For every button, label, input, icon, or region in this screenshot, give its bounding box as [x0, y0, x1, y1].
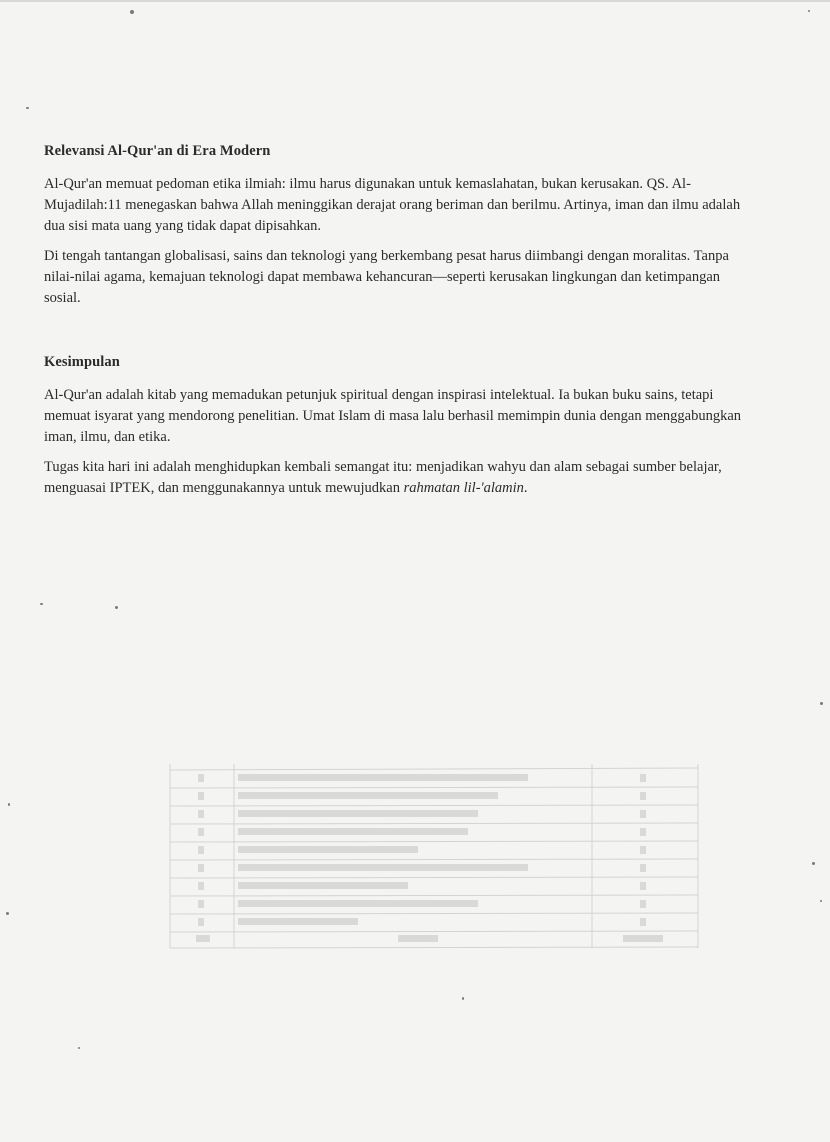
scan-speck	[462, 997, 464, 1000]
scan-speck	[130, 10, 134, 14]
section-heading-kesimpulan: Kesimpulan	[44, 354, 120, 370]
document-body	[44, 143, 754, 508]
scan-speck	[40, 603, 43, 605]
paragraph-end-period: .	[523, 480, 528, 496]
italic-phrase: rahmatan lil-'alamin	[403, 480, 524, 496]
scan-speck	[820, 900, 822, 902]
scan-speck	[812, 862, 815, 865]
paragraph-relevansi-1: Al-Qur'an memuat pedoman etika ilmiah: ilmu harus digunakan untuk kemaslahatan, bukan kerusakan. QS. Al-Mujadilah:11 menegaskan bahwa Allah meninggikan derajat orang beriman dan berilmu. Artinya, iman dan ilmu adalah dua sisi mata uang yang tidak dapat dipisahkan.	[44, 176, 741, 234]
paragraph-kesimpulan-2	[44, 457, 754, 499]
section-heading-relevansi: Relevansi Al-Qur'an di Era Modern	[44, 143, 271, 159]
scan-speck	[820, 702, 823, 705]
bleed-through-table-graphic	[168, 760, 700, 950]
scan-speck	[6, 912, 9, 915]
scan-speck	[26, 107, 29, 109]
scan-speck	[8, 803, 10, 806]
paragraph-relevansi-2: Di tengah tantangan globalisasi, sains dan teknologi yang berkembang pesat harus diimbangi dengan moralitas. Tanpa nilai-nilai agama, kemajuan teknologi dapat membawa kehancuran—seperti kerusakan lingkungan dan ketimpangan sosial.	[44, 248, 729, 306]
bleed-through-table	[168, 760, 700, 950]
scan-speck	[78, 1047, 80, 1049]
scan-speck	[115, 606, 118, 609]
page-top-edge	[0, 0, 830, 2]
paragraph-kesimpulan-1: Al-Qur'an adalah kitab yang memadukan petunjuk spiritual dengan inspirasi intelektual. Ia bukan buku sains, tetapi memuat isyarat yang mendorong penelitian. Umat Islam di masa lalu berhasil memimpin dunia dengan menggabungkan iman, ilmu, dan etika.	[44, 387, 742, 445]
paragraph-kesimpulan-2-text: Tugas kita hari ini adalah menghidupkan kembali semangat itu: menjadikan wahyu dan alam sebagai sumber belajar, menguasai IPTEK, dan menggunakannya untuk mewujudkan	[44, 459, 722, 496]
scan-speck	[808, 10, 810, 12]
section-spacer	[44, 318, 754, 354]
